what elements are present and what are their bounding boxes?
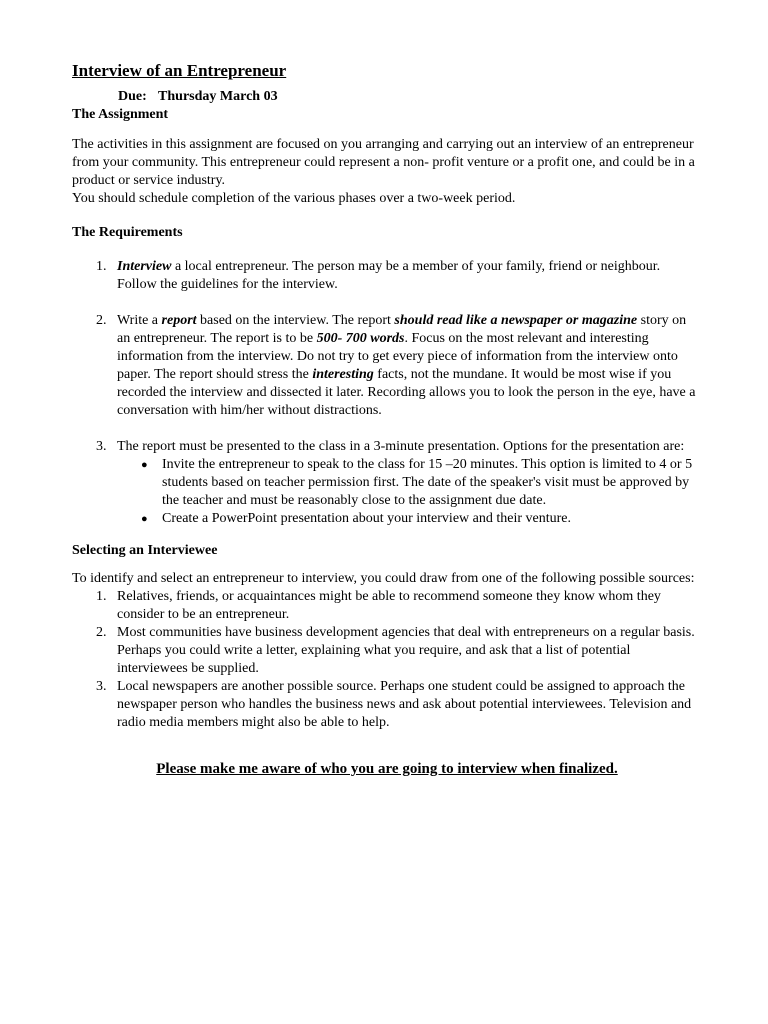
emphasis-text: interesting — [312, 367, 374, 382]
requirement-text: The report must be presented to the class in a 3-minute presentation. Options for the presentation are: — [117, 439, 685, 454]
item-number: 1. — [96, 589, 107, 604]
requirements-heading: The Requirements — [72, 225, 183, 240]
requirement-text: . Focus on the most relevant and interesting information from the interview. Do not try to get every piece of information from the interview onto paper. The report should stress the — [117, 331, 678, 382]
bullet-icon: ● — [141, 513, 148, 525]
due-line — [118, 88, 708, 106]
requirement-item — [72, 258, 702, 294]
item-number: 3. — [96, 439, 107, 454]
item-number: 2. — [96, 313, 107, 328]
requirement-text: facts, not the mundane. It would be most wise if you recorded the interview and dissected it later. Recording allows you to look the person in the eye, have a conversation with him/her without distractions. — [117, 367, 696, 418]
source-text: Local newspapers are another possible source. Perhaps one student could be assigned to approach the newspaper person who handles the business news and ask about potential interviewees. Television and radio media members might also be able to help. — [117, 679, 692, 730]
emphasis-text: Interview — [117, 259, 172, 274]
requirement-text: a local entrepreneur. The person may be a member of your family, friend or neighbour. Follow the guidelines for the interview. — [117, 259, 661, 292]
emphasis-text: should read like a newspaper or magazine — [394, 313, 638, 328]
due-date: Thursday March 03 — [158, 89, 278, 104]
item-number: 2. — [96, 625, 107, 640]
presentation-options — [117, 456, 702, 528]
source-item — [72, 678, 702, 732]
item-number: 1. — [96, 259, 107, 274]
requirement-text: story on an entrepreneur. The report is to be — [117, 313, 687, 346]
assignment-heading: The Assignment — [72, 107, 169, 122]
sources-list — [72, 588, 702, 732]
due-label: Due: — [118, 89, 147, 104]
assignment-schedule: You should schedule completion of the various phases over a two-week period. — [72, 191, 516, 206]
footer-note: Please make me aware of who you are going to interview when finalized. — [156, 761, 618, 777]
source-item — [72, 624, 702, 678]
option-item — [117, 456, 702, 510]
assignment-body — [72, 136, 702, 208]
requirement-item — [72, 312, 702, 420]
selecting-heading: Selecting an Interviewee — [72, 543, 218, 558]
emphasis-text: 500- 700 words — [316, 331, 405, 346]
source-text: Most communities have business development agencies that deal with entrepreneurs on a regular basis. Perhaps you could write a letter, explaining what you require, and ask that a list of potential interviewees be supplied. — [117, 625, 695, 676]
requirement-text: based on the interview. The report — [196, 313, 395, 328]
bullet-icon: ● — [141, 459, 148, 471]
assignment-paragraph: The activities in this assignment are focused on you arranging and carrying out an interview of an entrepreneur from your community. This entrepreneur could represent a non- profit venture or a profit one, and could be in a product or service industry. — [72, 137, 695, 188]
requirement-text: Write a — [117, 313, 162, 328]
requirements-list — [72, 258, 708, 528]
item-number: 3. — [96, 679, 107, 694]
document-title: Interview of an Entrepreneur — [72, 61, 287, 80]
emphasis-text: report — [161, 313, 197, 328]
source-text: Relatives, friends, or acquaintances might be able to recommend someone they know whom they consider to be an entrepreneur. — [117, 589, 661, 622]
requirement-item — [72, 438, 702, 528]
source-item — [72, 588, 702, 624]
option-text: Invite the entrepreneur to speak to the class for 15 –20 minutes. This option is limited to 4 or 5 students based on teacher permission first. The date of the speaker's visit must be approved by the teacher and must be reasonably close to the assignment due date. — [162, 457, 693, 508]
option-text: Create a PowerPoint presentation about your interview and their venture. — [162, 511, 571, 526]
option-item — [117, 510, 702, 528]
selecting-body — [72, 570, 702, 732]
selecting-intro: To identify and select an entrepreneur to interview, you could draw from one of the following possible sources: — [72, 571, 695, 586]
